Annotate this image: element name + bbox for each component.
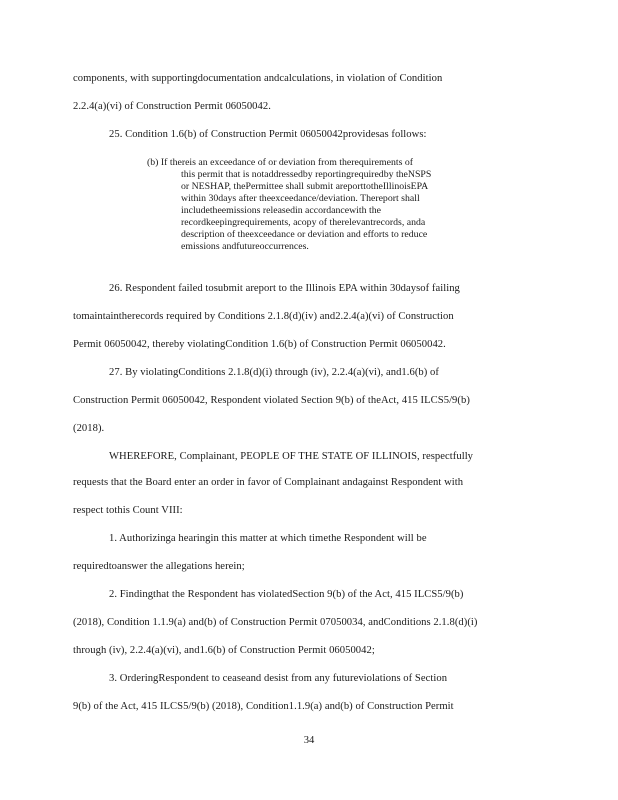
body-line: 2.2.4(a)(vi) of Construction Permit 06050042. bbox=[73, 101, 271, 112]
body-line: Construction Permit 06050042, Respondent violated Section 9(b) of theAct, 415 ILCS5/9(b) bbox=[73, 395, 470, 406]
quoted-condition: recordkeepingrequirements, acopy of therelevantrecords, anda bbox=[181, 217, 426, 228]
relief-item-1: 1. Authorizinga hearingin this matter at which timethe Respondent will be bbox=[109, 533, 427, 544]
relief-item-3: 3. OrderingRespondent to ceaseand desist from any futureviolations of Section bbox=[109, 673, 448, 684]
body-line: (2018), Condition 1.1.9(a) and(b) of Construction Permit 07050034, andConditions 2.1.8(d)(i) bbox=[73, 617, 478, 628]
quoted-condition: includetheemissions releasedin accordancewith the bbox=[181, 205, 381, 216]
body-line: 9(b) of the Act, 415 ILCS5/9(b) (2018), Condition1.1.9(a) and(b) of Construction Permit bbox=[73, 701, 454, 712]
body-line: components, with supportingdocumentation andcalculations, in violation of Condition bbox=[73, 73, 443, 84]
quoted-condition: or NESHAP, thePermittee shall submit areporttotheIllinoisEPA bbox=[181, 181, 429, 192]
relief-item-2: 2. Findingthat the Respondent has violatedSection 9(b) of the Act, 415 ILCS5/9(b) bbox=[109, 589, 464, 600]
quoted-condition: this permit that is notaddressedby reportingrequiredby theNSPS bbox=[181, 169, 432, 180]
wherefore-clause: WHEREFORE, Complainant, PEOPLE OF THE STATE OF ILLINOIS, respectfully bbox=[109, 451, 474, 462]
body-line: tomaintaintherecords required by Conditions 2.1.8(d)(iv) and2.2.4(a)(vi) of Construction bbox=[73, 311, 454, 322]
body-line: through (iv), 2.2.4(a)(vi), and1.6(b) of Construction Permit 06050042; bbox=[73, 645, 375, 656]
paragraph-26: 26. Respondent failed tosubmit areport to the Illinois EPA within 30daysof failing bbox=[109, 283, 460, 294]
quoted-condition: (b) If thereis an exceedance of or deviation from therequirements of bbox=[147, 157, 414, 168]
quoted-condition: within 30days after theexceedance/deviation. Thereport shall bbox=[181, 193, 420, 204]
body-line: (2018). bbox=[73, 423, 105, 434]
quoted-condition: emissions andfutureoccurrences. bbox=[181, 241, 309, 252]
body-line: requests that the Board enter an order in favor of Complainant andagainst Respondent with bbox=[73, 477, 464, 488]
quoted-condition: description of theexceedance or deviation and efforts to reduce bbox=[181, 229, 428, 240]
body-line: requiredtoanswer the allegations herein; bbox=[73, 561, 245, 572]
body-line: respect tothis Count VIII: bbox=[73, 505, 183, 516]
page-number: 34 bbox=[303, 735, 315, 746]
paragraph-27: 27. By violatingConditions 2.1.8(d)(i) through (iv), 2.2.4(a)(vi), and1.6(b) of bbox=[109, 367, 439, 378]
body-line: Permit 06050042, thereby violatingCondition 1.6(b) of Construction Permit 06050042. bbox=[73, 339, 446, 350]
paragraph-25: 25. Condition 1.6(b) of Construction Permit 06050042providesas follows: bbox=[109, 129, 427, 140]
